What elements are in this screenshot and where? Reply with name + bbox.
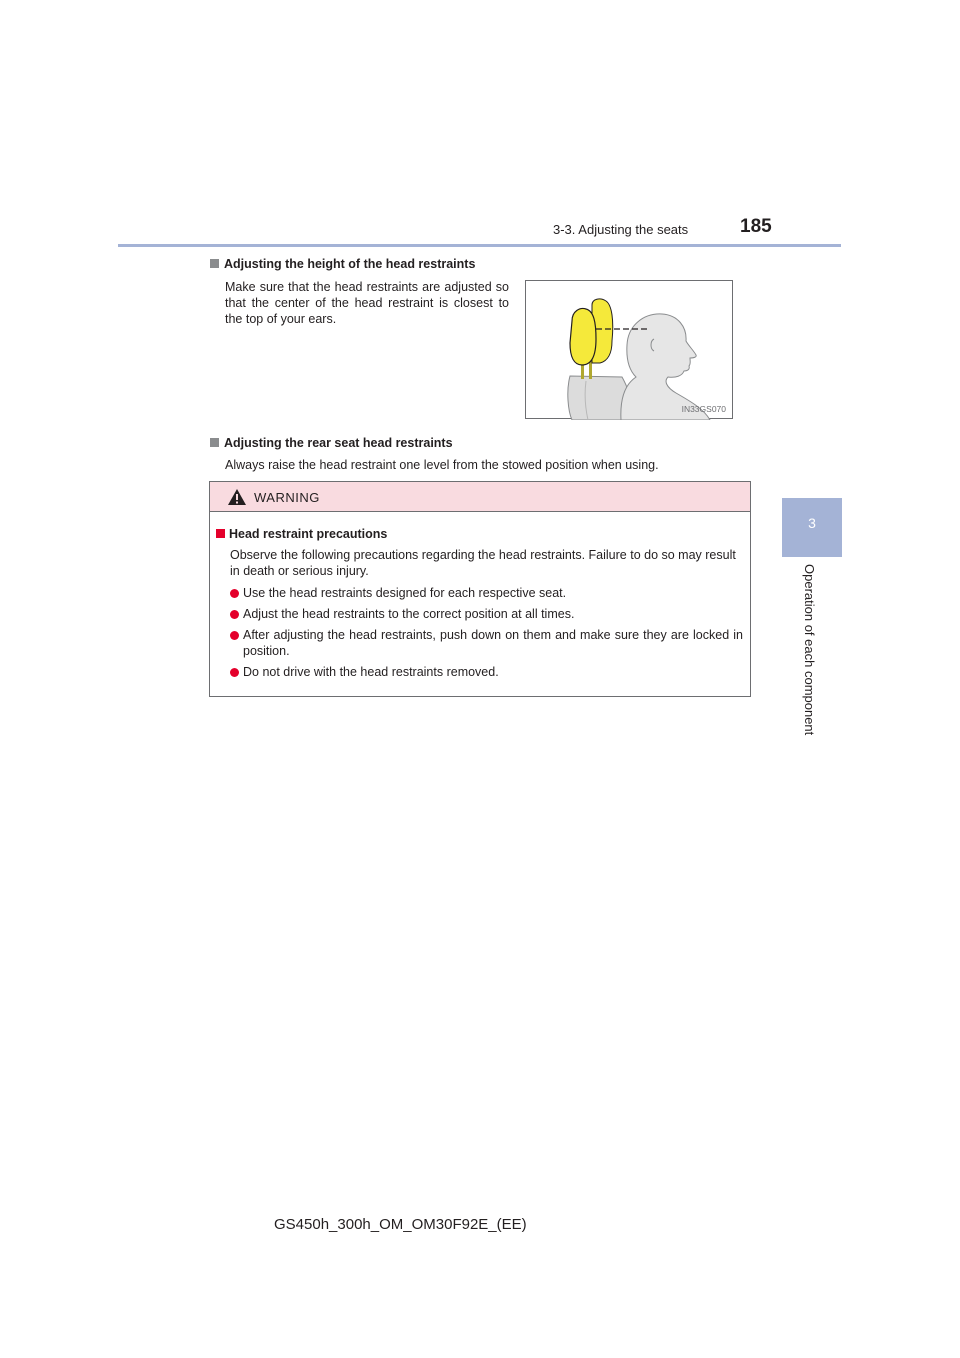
section-title: 3-3. Adjusting the seats	[553, 222, 689, 237]
warning-bullet: Use the head restraints designed for each respective seat.	[243, 586, 567, 600]
warning-header	[210, 482, 750, 512]
model-code: GS450h_300h_OM_OM30F92E_(EE)	[274, 1216, 527, 1233]
warning-box	[209, 481, 751, 697]
bullet-dot-icon	[230, 668, 239, 677]
warning-title: WARNING	[254, 490, 320, 505]
section-heading-rear: Adjusting the rear seat head restraints	[210, 436, 453, 450]
section-text-height: Make sure that the head restraints are adjusted so that the center of the head restraint is closest to the top of your ears.	[225, 280, 509, 326]
bullet-dot-icon	[230, 631, 239, 640]
bullet-dot-icon	[230, 589, 239, 598]
headrest-illustration	[525, 280, 733, 419]
bullet-dot-icon	[230, 610, 239, 619]
page-number: 185	[740, 216, 772, 237]
section-text-rear: Always raise the head restraint one level from the stowed position when using.	[225, 458, 659, 472]
warning-bullet: After adjusting the head restraints, push down on them and make sure they are locked in position.	[243, 628, 743, 658]
chapter-label	[800, 564, 820, 764]
head-restraint-figure	[526, 281, 734, 420]
chapter-number: 3	[808, 515, 816, 531]
header-rule	[118, 244, 841, 247]
square-bullet-icon	[210, 259, 219, 268]
warning-subheading: Head restraint precautions	[216, 527, 387, 541]
warning-intro: Observe the following precautions regarding the head restraints. Failure to do so may result in death or serious injury.	[230, 548, 736, 578]
warning-bullet: Adjust the head restraints to the correct position at all times.	[243, 607, 575, 621]
section-heading-height: Adjusting the height of the head restraints	[210, 257, 475, 271]
warning-bullet: Do not drive with the head restraints removed.	[243, 665, 499, 679]
warning-triangle-icon	[227, 488, 247, 506]
figure-code: IN33GS070	[681, 404, 726, 414]
square-bullet-icon	[210, 438, 219, 447]
square-bullet-icon	[216, 529, 225, 538]
chapter-label-text: Operation of each component	[802, 564, 817, 736]
chapter-tab[interactable]	[782, 498, 842, 557]
